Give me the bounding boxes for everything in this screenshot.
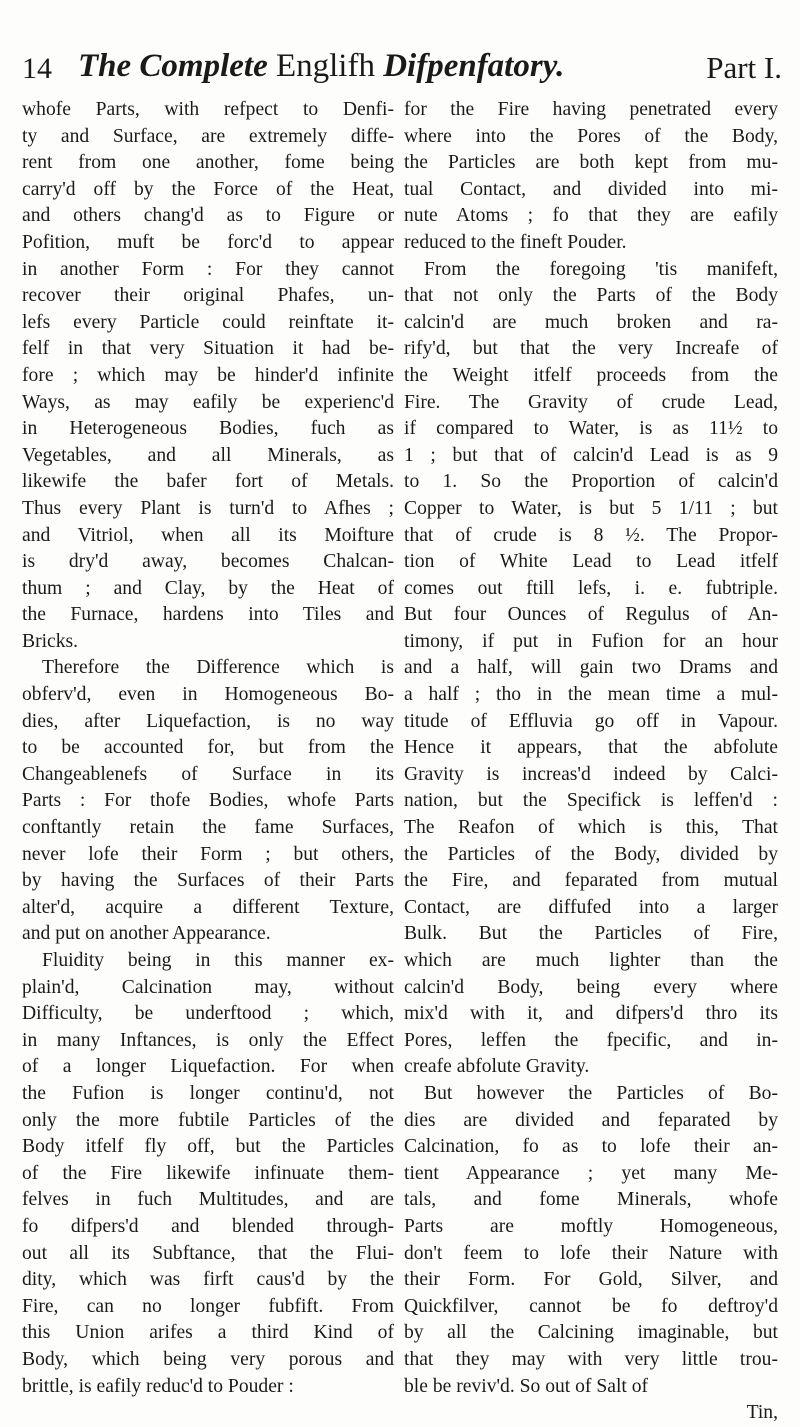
right-column-line: Fire. The Gravity of crude Lead, <box>404 391 778 413</box>
left-column-line: brittle, is eafily reduc'd to Pouder : <box>22 1375 294 1397</box>
left-column-line: Ways, as may eafily be experienc'd <box>22 391 394 413</box>
running-title-italic-2: Difpenfatory. <box>383 48 565 84</box>
left-column-line: Therefore the Difference which is <box>42 657 394 679</box>
right-column-line: nute Atoms ; fo that they are eafily <box>404 205 778 227</box>
right-column-line: From the foregoing 'tis manifeft, <box>424 258 778 280</box>
right-column-line: don't feem to lofe their Nature with <box>404 1242 778 1264</box>
right-column-line: But four Ounces of Regulus of An- <box>404 604 778 626</box>
left-column-line: alter'd, acquire a different Texture, <box>22 896 394 918</box>
page-number: 14 <box>22 52 52 85</box>
right-column-line: the Weight itfelf proceeds from the <box>404 364 778 386</box>
right-column-line: which are much lighter than the <box>404 950 778 971</box>
right-column-line: their Form. For Gold, Silver, and <box>404 1269 778 1291</box>
left-column-line: lefs every Particle could reinftate it- <box>22 311 394 333</box>
right-column-line: comes out ftill lefs, i. e. fubtriple. <box>404 577 778 599</box>
left-column-line: Body, which being very porous and <box>22 1348 394 1370</box>
left-column-line: Changeablenefs of Surface in its <box>22 763 394 785</box>
right-column-line: Contact, are diffufed into a larger <box>404 896 778 918</box>
right-column-line: Gravity is increas'd indeed by Calci- <box>404 763 778 785</box>
running-title-plain: Englifh <box>267 48 384 84</box>
right-text-column <box>404 97 778 1427</box>
right-column-line: But however the Particles of Bo- <box>424 1082 778 1104</box>
right-column-line: Parts are moftly Homogeneous, <box>404 1215 778 1237</box>
right-column-line: if compared to Water, is as 11½ to <box>404 418 778 440</box>
right-column-line: and a half, will gain two Drams and <box>404 657 778 679</box>
left-column-line: felves in fuch Multitudes, and are <box>22 1189 394 1211</box>
right-column-line: Copper to Water, is but 5 1/11 ; but <box>404 497 778 519</box>
left-column-line: and others chang'd as to Figure or <box>22 205 394 227</box>
right-column-line: Pores, leffen the fpecific, and in- <box>404 1029 778 1051</box>
right-column-line: calcin'd Body, being every where <box>404 976 778 998</box>
right-column-line: for the Fire having penetrated every <box>404 99 778 120</box>
right-column-line: The Reafon of which is this, That <box>404 817 778 839</box>
right-column-line: Calcination, fo as to lofe their an- <box>404 1136 778 1158</box>
left-column-line: and Vitriol, when all its Moifture <box>22 524 394 546</box>
right-column-line: reduced to the fineft Pouder. <box>404 231 627 253</box>
left-column-line: ty and Surface, are extremely diffe- <box>22 125 394 147</box>
right-column-line: the Fire, and feparated from mutual <box>404 870 778 892</box>
right-column-line: rify'd, but that the very Increafe of <box>404 338 778 360</box>
left-column-line: in another Form : For they cannot <box>22 258 394 280</box>
left-column-line: fo difpers'd and blended through- <box>22 1215 394 1237</box>
left-column-line: conftantly retain the fame Surfaces, <box>22 817 394 839</box>
right-column-line: that they may with very little trou- <box>404 1348 778 1370</box>
left-column-line: only the more fubtile Particles of the <box>22 1109 394 1131</box>
right-column-line: tion of White Lead to Lead itfelf <box>404 551 778 573</box>
left-column-line: dies, after Liquefaction, is no way <box>22 710 394 732</box>
left-column-line: and put on another Appearance. <box>22 923 271 945</box>
left-column-line: out all its Subftance, that the Flui- <box>22 1242 394 1264</box>
right-column-line: to 1. So the Proportion of calcin'd <box>404 471 778 493</box>
left-column-line: Thus every Plant is turn'd to Afhes ; <box>22 497 394 519</box>
left-column-line: carry'd off by the Force of the Heat, <box>22 178 394 200</box>
right-column-line: where into the Pores of the Body, <box>404 125 778 147</box>
right-column-line: timony, if put in Fufion for an hour <box>404 630 778 652</box>
left-column-line: recover their original Phafes, un- <box>22 285 394 307</box>
left-column-line: likewife the bafer fort of Metals. <box>22 471 394 493</box>
left-column-line: never lofe their Form ; but others, <box>22 843 394 865</box>
left-column-line: Parts : For thofe Bodies, whofe Parts <box>22 790 394 812</box>
right-column-line: creafe abfolute Gravity. <box>404 1056 590 1078</box>
left-column-line: Difficulty, be underftood ; which, <box>22 1003 394 1025</box>
right-column-line: dies are divided and feparated by <box>404 1109 778 1131</box>
right-column-line: that not only the Parts of the Body <box>404 285 778 307</box>
right-column-line: Quickfilver, cannot be fo deftroy'd <box>404 1295 778 1317</box>
left-column-line: the Fufion is longer continu'd, not <box>22 1082 394 1104</box>
left-column-line: Vegetables, and all Minerals, as <box>22 444 394 466</box>
right-column-line: Bulk. But the Particles of Fire, <box>404 923 778 945</box>
right-column-line: the Particles of the Body, divided by <box>404 843 778 865</box>
left-column-line: thum ; and Clay, by the Heat of <box>22 577 394 599</box>
right-column-line: tals, and fome Minerals, whofe <box>404 1189 778 1211</box>
right-column-line: tual Contact, and divided into mi- <box>404 178 778 200</box>
left-column-line: in Heterogeneous Bodies, fuch as <box>22 418 394 440</box>
running-header <box>22 46 782 90</box>
left-column-line: Body itfelf fly off, but the Particles <box>22 1136 394 1158</box>
right-column-line: calcin'd are much broken and ra- <box>404 311 778 333</box>
left-column-line: the Furnace, hardens into Tiles and <box>22 604 394 626</box>
left-column-line: this Union arifes a third Kind of <box>22 1322 394 1344</box>
left-column-line: rent from one another, fome being <box>22 152 394 174</box>
right-column-line: mix'd with it, and difpers'd thro its <box>404 1003 778 1025</box>
catchword: Tin, <box>746 1402 778 1424</box>
right-column-line: a half ; tho in the mean time a mul- <box>404 684 778 706</box>
right-column-line: 1 ; but that of calcin'd Lead is as 9 <box>404 444 778 466</box>
left-column-line: Pofition, muft be forc'd to appear <box>22 231 394 253</box>
right-column-line: the Particles are both kept from mu- <box>404 152 778 174</box>
right-column-line: Hence it appears, that the abfolute <box>404 737 778 759</box>
right-column-line: nation, but the Specifick is leffen'd : <box>404 790 778 812</box>
right-column-line: ble be reviv'd. So out of Salt of <box>404 1375 649 1397</box>
left-column-line: to be accounted for, but from the <box>22 737 394 759</box>
right-column-line: titude of Effluvia go off in Vapour. <box>404 710 778 732</box>
left-column-line: by having the Surfaces of their Parts <box>22 870 394 892</box>
left-column-line: dity, which was firft caus'd by the <box>22 1269 394 1291</box>
left-column-line: felf in that very Situation it had be- <box>22 338 394 360</box>
left-column-line: in many Inftances, is only the Effect <box>22 1029 394 1051</box>
left-column-line: fore ; which may be hinder'd infinite <box>22 364 394 386</box>
left-column-line: of the Fire likewife infinuate them- <box>22 1162 394 1184</box>
left-column-line: of a longer Liquefaction. For when <box>22 1056 394 1078</box>
left-column-line: Fluidity being in this manner ex- <box>42 950 394 971</box>
left-column-line: Fire, can no longer fubfift. From <box>22 1295 394 1317</box>
left-column-line: Bricks. <box>22 630 79 652</box>
running-title <box>78 48 564 85</box>
left-text-column <box>22 97 394 1400</box>
left-column-line: plain'd, Calcination may, without <box>22 976 394 998</box>
left-column-line: is dry'd away, becomes Chalcan- <box>22 551 394 573</box>
part-label: Part I. <box>706 50 782 85</box>
right-column-line: by all the Calcining imaginable, but <box>404 1322 778 1344</box>
running-title-italic: The Complete <box>78 48 268 84</box>
left-column-line: whofe Parts, with refpect to Denfi- <box>22 99 394 120</box>
right-column-line: that of crude is 8 ½. The Propor- <box>404 524 778 546</box>
left-column-line: obferv'd, even in Homogeneous Bo- <box>22 684 394 706</box>
right-column-line: tient Appearance ; yet many Me- <box>404 1162 778 1184</box>
